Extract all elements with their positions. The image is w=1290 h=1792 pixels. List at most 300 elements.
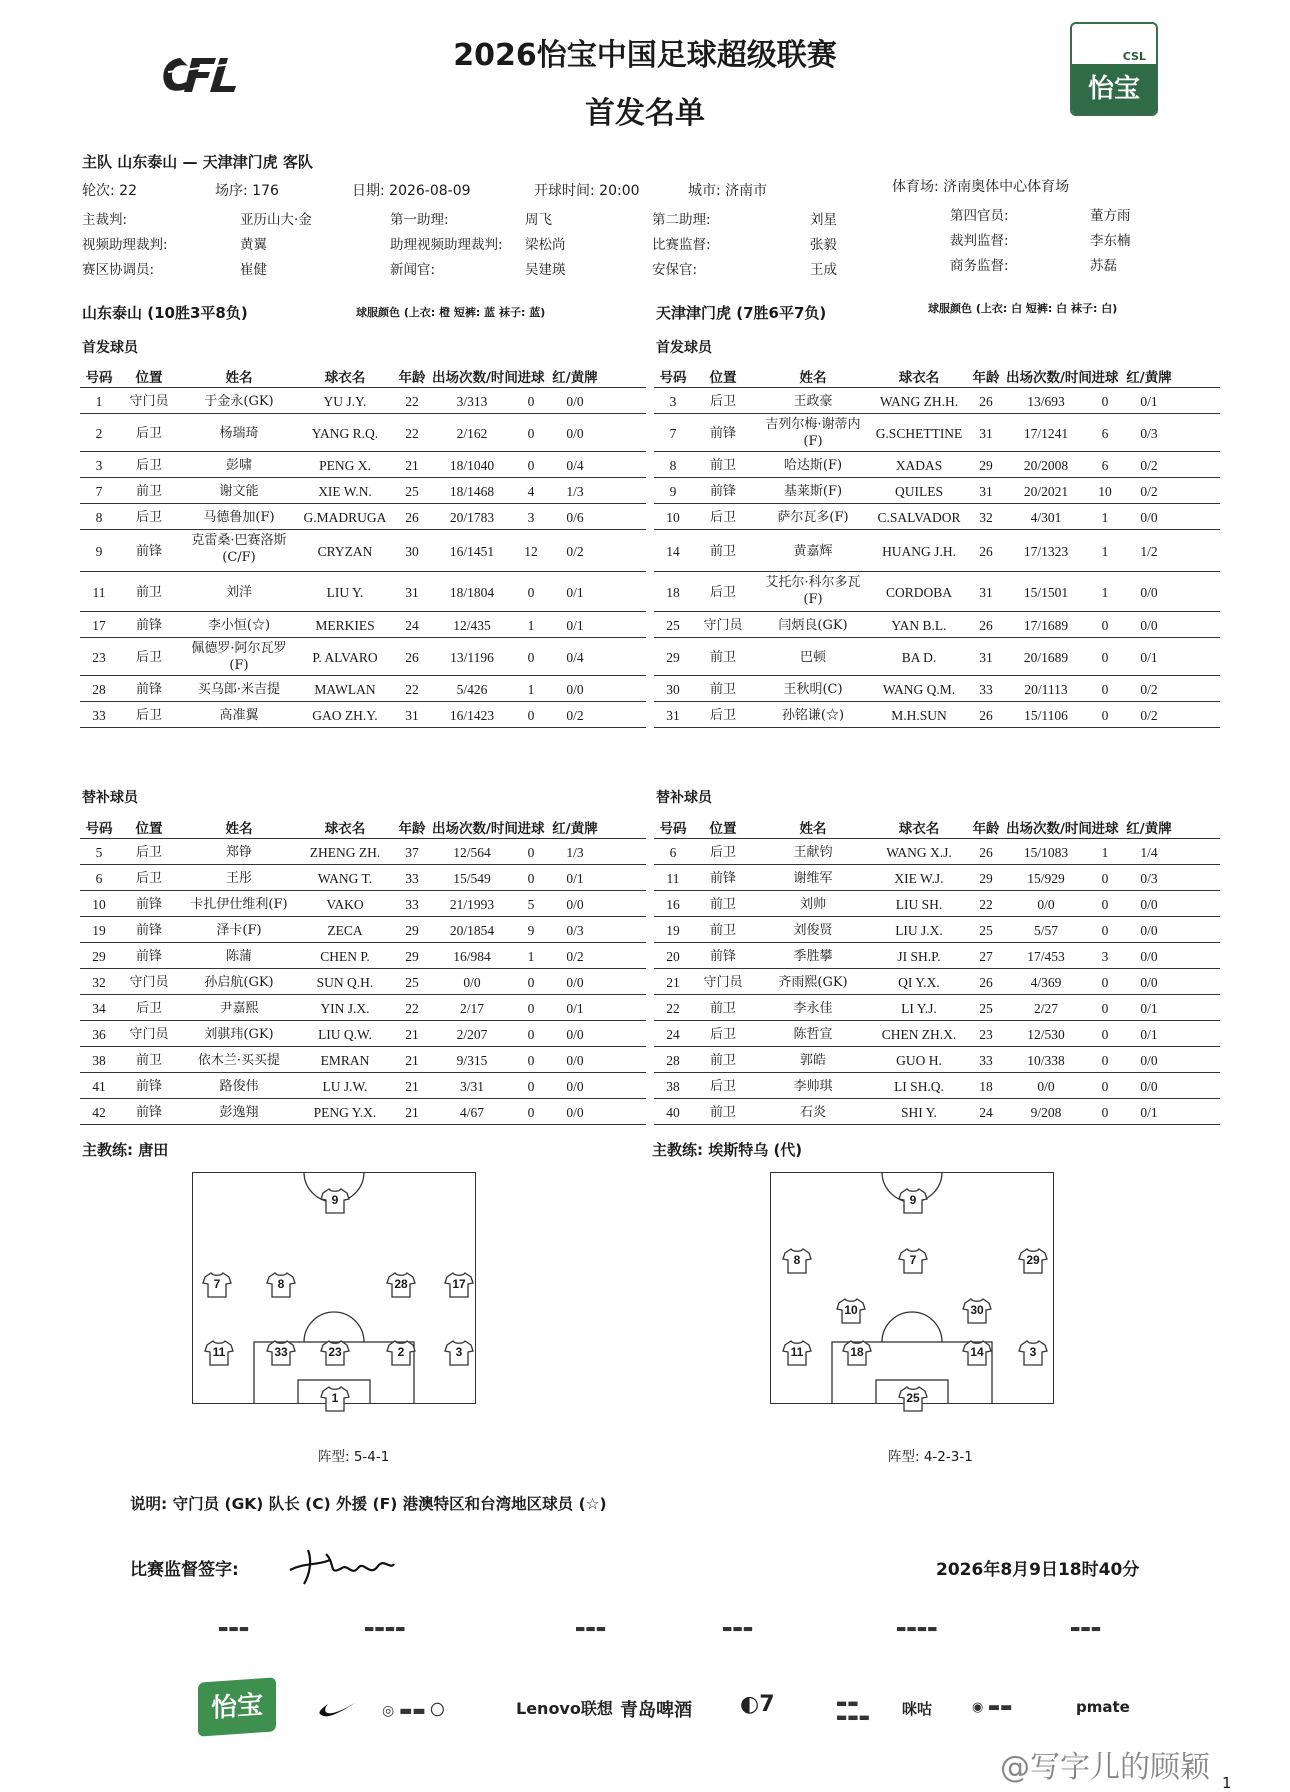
cell-position: 后卫 <box>135 1000 162 1016</box>
jersey-number: 25 <box>906 1391 920 1405</box>
cell-appearances: 16/1423 <box>449 707 495 723</box>
cell-name: 彭啸 <box>225 457 252 473</box>
partner-logo-5: ▬▬▬▬ <box>896 1622 938 1635</box>
player-jersey-icon <box>320 1385 350 1413</box>
cell-number: 18 <box>666 584 680 600</box>
table-row <box>80 414 646 452</box>
cell-number: 1 <box>95 393 103 409</box>
table-row <box>654 891 1220 917</box>
cell-position: 前锋 <box>135 1104 162 1120</box>
city: 城市: 济南市 <box>688 183 768 199</box>
cell-goals: 0 <box>527 393 535 409</box>
legend: 说明: 守门员 (GK) 队长 (C) 外援 (F) 港澳特区和台湾地区球员 (☆) <box>130 1495 607 1513</box>
cell-jersey-name: QUILES <box>895 483 943 499</box>
cell-age: 33 <box>979 1052 993 1068</box>
column-header: 出场次数/时间 <box>432 821 518 837</box>
cell-goals: 1 <box>1101 584 1109 600</box>
sponsor-pmate: pmate <box>1076 1698 1130 1716</box>
cell-number: 7 <box>95 483 103 499</box>
cell-jersey-name: QI Y.X. <box>898 974 940 990</box>
cell-number: 31 <box>666 707 680 723</box>
cell-cards: 0/1 <box>566 584 584 600</box>
cell-age: 26 <box>979 974 993 990</box>
cell-name: 刘俊贤 <box>793 922 833 938</box>
nike-logo <box>318 1694 362 1724</box>
table-row <box>654 1047 1220 1073</box>
cell-cards: 1/3 <box>566 483 584 499</box>
cell-jersey-name: LIU SH. <box>895 896 943 912</box>
cell-position: 前卫 <box>709 543 736 559</box>
jersey-number: 33 <box>274 1345 288 1359</box>
cell-position: 前卫 <box>709 922 736 938</box>
cell-age: 22 <box>405 425 419 441</box>
cell-name: 路俊伟 <box>219 1078 259 1094</box>
cell-number: 21 <box>666 974 680 990</box>
column-header: 号码 <box>659 821 687 837</box>
cell-cards: 0/0 <box>1140 896 1158 912</box>
player-jersey-icon <box>266 1271 296 1299</box>
cell-number: 3 <box>95 457 103 473</box>
cell-cards: 0/0 <box>1140 1078 1158 1094</box>
cell-age: 33 <box>979 681 993 697</box>
column-header: 红/黄牌 <box>1126 370 1172 386</box>
cell-number: 23 <box>92 649 106 665</box>
cell-age: 26 <box>979 707 993 723</box>
cell-number: 28 <box>92 681 106 697</box>
cell-name: 泽卡(F) <box>216 922 262 938</box>
cell-jersey-name: LIU Q.W. <box>318 1026 372 1042</box>
column-header: 位置 <box>709 821 737 837</box>
cell-number: 11 <box>666 870 680 886</box>
sponsor-migu: 咪咕 <box>902 1700 933 1718</box>
cell-age: 22 <box>979 896 993 912</box>
cell-name: 吉列尔梅·谢蒂内 (F) <box>765 417 861 449</box>
cell-cards: 0/1 <box>1140 1000 1158 1016</box>
table-row <box>80 612 646 638</box>
cell-number: 32 <box>92 974 106 990</box>
player-jersey-icon <box>444 1271 474 1299</box>
cell-appearances: 20/1854 <box>449 922 495 938</box>
table-row <box>80 1073 646 1099</box>
cell-name: 齐雨熙(GK) <box>778 974 848 990</box>
cell-jersey-name: ZHENG ZH. <box>309 844 381 860</box>
cell-appearances: 5/57 <box>1033 922 1058 938</box>
cell-cards: 0/6 <box>566 509 584 525</box>
cell-cards: 0/0 <box>1140 617 1158 633</box>
cell-name: 陈哲宣 <box>793 1026 833 1042</box>
cell-number: 14 <box>666 543 680 559</box>
cell-cards: 0/2 <box>1140 681 1158 697</box>
jersey-number: 11 <box>212 1345 226 1359</box>
cell-appearances: 18/1040 <box>449 457 495 473</box>
cell-goals: 0 <box>1101 1078 1109 1094</box>
cell-name: 艾托尔·科尔多瓦 (F) <box>765 575 861 607</box>
official-role: 新闻官: <box>390 262 436 278</box>
sponsor-tsingtao: 青岛啤酒 <box>620 1700 692 1721</box>
table-row <box>80 638 646 676</box>
cell-number: 20 <box>666 948 680 964</box>
cell-age: 25 <box>979 922 993 938</box>
official-name: 刘星 <box>810 212 837 228</box>
column-header: 姓名 <box>799 370 827 386</box>
cell-jersey-name: G.MADRUGA <box>303 509 387 525</box>
jersey-number: 3 <box>1029 1345 1037 1359</box>
cell-appearances: 20/1689 <box>1023 649 1069 665</box>
jersey-number: 9 <box>331 1193 339 1207</box>
partner-logo-3: ▬▬▬ <box>575 1622 607 1635</box>
cell-cards: 0/0 <box>1140 922 1158 938</box>
away-subs-label: 替补球员 <box>656 790 712 806</box>
column-header: 球衣名 <box>324 821 366 837</box>
cell-name: 高准翼 <box>219 707 259 723</box>
cell-name: 谢文能 <box>219 483 259 499</box>
away-formation-pitch <box>770 1172 1054 1404</box>
cell-position: 前卫 <box>135 1052 162 1068</box>
player-jersey-icon <box>386 1339 416 1367</box>
cell-position: 守门员 <box>703 974 743 990</box>
home-coach: 主教练: 唐田 <box>82 1141 169 1159</box>
cell-age: 29 <box>405 922 419 938</box>
cell-cards: 0/0 <box>566 393 584 409</box>
cell-goals: 0 <box>527 457 535 473</box>
sponsor-07-logo: ◐7 <box>740 1692 775 1717</box>
cell-appearances: 17/1689 <box>1023 617 1069 633</box>
table-row <box>80 917 646 943</box>
matchup: 主队 山东泰山 — 天津津门虎 客队 <box>82 153 313 171</box>
cell-appearances: 10/338 <box>1027 1052 1065 1068</box>
cell-position: 后卫 <box>709 509 736 525</box>
match-number: 场序: 176 <box>215 183 279 199</box>
cell-number: 40 <box>666 1104 680 1120</box>
cell-age: 26 <box>979 844 993 860</box>
cell-name: 王彤 <box>225 870 252 886</box>
away-kit-colors: 球服颜色 (上衣: 白 短裤: 白 袜子: 白) <box>928 302 1118 315</box>
jersey-number: 14 <box>970 1345 984 1359</box>
cell-jersey-name: JI SH.P. <box>897 948 941 964</box>
cell-name: 孙铭谦(☆) <box>781 707 845 723</box>
player-jersey-icon <box>782 1339 812 1367</box>
official-name: 张毅 <box>810 237 837 253</box>
cell-number: 17 <box>92 617 106 633</box>
cell-number: 11 <box>92 584 106 600</box>
cell-cards: 0/3 <box>566 922 584 938</box>
cell-goals: 10 <box>1098 483 1112 499</box>
cell-cards: 0/0 <box>566 425 584 441</box>
cell-age: 31 <box>405 707 419 723</box>
cell-appearances: 9/315 <box>456 1052 488 1068</box>
player-jersey-icon <box>202 1271 232 1299</box>
cell-goals: 1 <box>1101 509 1109 525</box>
official-name: 崔健 <box>240 262 267 278</box>
player-jersey-icon <box>962 1297 992 1325</box>
cell-age: 21 <box>405 1026 419 1042</box>
official-role: 裁判监督: <box>950 233 1009 249</box>
cell-cards: 0/1 <box>566 617 584 633</box>
column-header: 红/黄牌 <box>1126 821 1172 837</box>
cell-name: 黄嘉辉 <box>793 543 833 559</box>
table-row <box>654 676 1220 702</box>
official-role: 助理视频助理裁判: <box>390 237 503 253</box>
cell-jersey-name: LIU J.X. <box>895 922 943 938</box>
official-name: 黄翼 <box>240 237 267 253</box>
table-row <box>654 572 1220 612</box>
jersey-number: 2 <box>397 1345 405 1359</box>
cell-age: 23 <box>979 1026 993 1042</box>
table-row <box>654 414 1220 452</box>
player-jersey-icon <box>898 1385 928 1413</box>
player-jersey-icon <box>898 1187 928 1215</box>
cell-cards: 0/3 <box>1140 870 1158 886</box>
player-jersey-icon <box>842 1339 872 1367</box>
cell-position: 后卫 <box>709 1026 736 1042</box>
official-role: 商务监督: <box>950 258 1009 274</box>
jersey-number: 3 <box>455 1345 463 1359</box>
jersey-number: 18 <box>850 1345 864 1359</box>
cell-jersey-name: HUANG J.H. <box>882 543 956 559</box>
cell-goals: 0 <box>1101 681 1109 697</box>
column-header: 姓名 <box>225 370 253 386</box>
cell-cards: 0/0 <box>566 1026 584 1042</box>
cell-appearances: 17/1241 <box>1023 425 1069 441</box>
cell-name: 刘骐玮(GK) <box>204 1026 274 1042</box>
cell-jersey-name: XIE W.J. <box>894 870 944 886</box>
jersey-number: 8 <box>277 1277 285 1291</box>
cell-number: 38 <box>666 1078 680 1094</box>
table-row <box>654 530 1220 572</box>
cell-name: 郑铮 <box>225 844 252 860</box>
cell-name: 卡扎伊仕维利(F) <box>190 896 288 912</box>
cell-goals: 0 <box>1101 1104 1109 1120</box>
sponsor-yibao-text: 怡宝 <box>210 1690 263 1724</box>
table-row <box>80 995 646 1021</box>
table-row <box>654 388 1220 414</box>
cell-age: 29 <box>979 457 993 473</box>
column-header: 号码 <box>85 370 113 386</box>
cell-cards: 0/0 <box>566 974 584 990</box>
kickoff-time: 开球时间: 20:00 <box>534 183 640 199</box>
cell-name: 李帅琪 <box>793 1078 833 1094</box>
cell-number: 33 <box>92 707 106 723</box>
cell-jersey-name: XIE W.N. <box>318 483 372 499</box>
cell-goals: 0 <box>527 425 535 441</box>
cell-name: 闫炳良(GK) <box>778 617 848 633</box>
cell-age: 25 <box>979 1000 993 1016</box>
cell-name: 刘洋 <box>225 584 252 600</box>
cell-age: 18 <box>979 1078 993 1094</box>
column-header: 年龄 <box>398 370 426 386</box>
cell-cards: 0/1 <box>566 870 584 886</box>
cell-appearances: 13/1196 <box>450 649 494 665</box>
cell-goals: 1 <box>527 681 535 697</box>
cell-position: 前卫 <box>709 1000 736 1016</box>
cell-appearances: 3/313 <box>456 393 488 409</box>
cell-position: 后卫 <box>709 393 736 409</box>
player-jersey-icon <box>782 1247 812 1275</box>
cell-jersey-name: LI Y.J. <box>901 1000 937 1016</box>
cell-goals: 0 <box>527 1000 535 1016</box>
cell-number: 10 <box>92 896 106 912</box>
cell-appearances: 13/693 <box>1027 393 1065 409</box>
cell-jersey-name: WANG Q.M. <box>882 681 956 697</box>
player-jersey-icon <box>898 1247 928 1275</box>
cell-jersey-name: EMRAN <box>320 1052 370 1068</box>
table-row <box>654 1073 1220 1099</box>
cell-appearances: 2/17 <box>459 1000 484 1016</box>
cell-cards: 0/0 <box>1140 1052 1158 1068</box>
partner-logo-4: ▬▬▬ <box>722 1622 754 1635</box>
cell-age: 25 <box>405 483 419 499</box>
column-header: 出场次数/时间 <box>1006 821 1092 837</box>
cell-jersey-name: C.SALVADOR <box>877 509 961 525</box>
cell-name: 季胜攀 <box>793 948 833 964</box>
cell-jersey-name: PENG X. <box>319 457 371 473</box>
cell-goals: 0 <box>1101 1026 1109 1042</box>
cell-cards: 0/1 <box>566 1000 584 1016</box>
cell-appearances: 20/1113 <box>1024 681 1068 697</box>
cell-age: 26 <box>979 393 993 409</box>
cell-jersey-name: BA D. <box>901 649 937 665</box>
cell-age: 29 <box>979 870 993 886</box>
cell-goals: 1 <box>1101 543 1109 559</box>
page-number: 1 <box>1222 1774 1232 1792</box>
table-row <box>80 388 646 414</box>
cell-name: 王政豪 <box>793 393 833 409</box>
cell-position: 后卫 <box>709 584 736 600</box>
cell-name: 巴顿 <box>799 649 826 665</box>
official-role: 比赛监督: <box>652 237 711 253</box>
cell-position: 前卫 <box>709 1104 736 1120</box>
cell-goals: 0 <box>527 1078 535 1094</box>
cell-position: 守门员 <box>129 1026 169 1042</box>
cell-position: 后卫 <box>709 707 736 723</box>
cell-cards: 0/2 <box>566 707 584 723</box>
cell-number: 6 <box>95 870 103 886</box>
column-header: 球衣名 <box>324 370 366 386</box>
cell-position: 前卫 <box>135 483 162 499</box>
jersey-number: 23 <box>328 1345 342 1359</box>
china-mobile-logo: ◎ ▬▬ 〇 <box>382 1703 445 1719</box>
official-name: 吴建瑛 <box>525 262 566 278</box>
cell-goals: 0 <box>527 1026 535 1042</box>
cell-cards: 0/0 <box>1140 974 1158 990</box>
cell-number: 25 <box>666 617 680 633</box>
sponsor-lenovo: Lenovo联想 <box>516 1699 613 1718</box>
cell-jersey-name: P. ALVARO <box>312 649 378 665</box>
cell-jersey-name: YU J.Y. <box>323 393 367 409</box>
cell-appearances: 12/435 <box>453 617 491 633</box>
home-team-name: 山东泰山 (10胜3平8负) <box>82 304 248 322</box>
table-row <box>654 917 1220 943</box>
cell-age: 31 <box>979 483 993 499</box>
cell-name: 基莱斯(F) <box>783 483 843 499</box>
cell-goals: 0 <box>1101 922 1109 938</box>
cell-number: 28 <box>666 1052 680 1068</box>
official-role: 安保官: <box>652 262 698 278</box>
cell-position: 前卫 <box>709 457 736 473</box>
cell-appearances: 20/2008 <box>1023 457 1069 473</box>
cell-goals: 0 <box>1101 707 1109 723</box>
cell-jersey-name: CRYZAN <box>317 543 373 559</box>
cell-cards: 0/1 <box>1140 649 1158 665</box>
cell-number: 5 <box>95 844 103 860</box>
cell-jersey-name: GUO H. <box>896 1052 942 1068</box>
table-row <box>80 452 646 478</box>
cell-goals: 9 <box>527 922 535 938</box>
cell-jersey-name: WANG X.J. <box>886 844 952 860</box>
cell-age: 29 <box>405 948 419 964</box>
cell-position: 前锋 <box>135 896 162 912</box>
signature <box>286 1540 398 1588</box>
cell-age: 31 <box>979 649 993 665</box>
cell-cards: 1/3 <box>566 844 584 860</box>
cell-appearances: 2/162 <box>456 425 488 441</box>
cell-age: 21 <box>405 1104 419 1120</box>
cell-goals: 0 <box>1101 1052 1109 1068</box>
cell-number: 3 <box>669 393 677 409</box>
cell-cards: 0/3 <box>1140 425 1158 441</box>
cell-appearances: 21/1993 <box>449 896 495 912</box>
cell-position: 前卫 <box>709 1052 736 1068</box>
cell-position: 后卫 <box>709 1078 736 1094</box>
partner-logo-6: ▬▬▬ <box>1070 1622 1102 1635</box>
table-header <box>80 817 646 839</box>
table-row <box>654 969 1220 995</box>
jersey-number: 8 <box>793 1253 801 1267</box>
cell-number: 10 <box>666 509 680 525</box>
table-row <box>80 478 646 504</box>
cell-cards: 0/4 <box>566 649 584 665</box>
table-row <box>654 504 1220 530</box>
cell-age: 21 <box>405 1052 419 1068</box>
cell-goals: 0 <box>527 707 535 723</box>
cell-position: 前锋 <box>135 948 162 964</box>
official-role: 第二助理: <box>652 212 711 228</box>
cell-appearances: 15/1083 <box>1023 844 1069 860</box>
cell-age: 32 <box>979 509 993 525</box>
cell-appearances: 0/0 <box>1037 896 1055 912</box>
cell-age: 27 <box>979 948 993 964</box>
cell-cards: 1/2 <box>1140 543 1158 559</box>
column-header: 出场次数/时间 <box>1006 370 1092 386</box>
cell-name: 王秋明(C) <box>783 681 843 697</box>
cell-number: 8 <box>669 457 677 473</box>
cell-name: 李小恒(☆) <box>207 617 271 633</box>
cell-goals: 0 <box>527 870 535 886</box>
cell-jersey-name: WANG T. <box>317 870 373 886</box>
cell-age: 37 <box>405 844 419 860</box>
cell-appearances: 15/549 <box>453 870 491 886</box>
round: 轮次: 22 <box>82 183 137 199</box>
cell-number: 9 <box>669 483 677 499</box>
cell-appearances: 0/0 <box>463 974 481 990</box>
cell-cards: 0/2 <box>566 543 584 559</box>
cell-jersey-name: CHEN P. <box>320 948 370 964</box>
cell-name: 石炎 <box>799 1104 826 1120</box>
cell-number: 29 <box>92 948 106 964</box>
table-row <box>654 478 1220 504</box>
cell-position: 后卫 <box>135 457 162 473</box>
cell-goals: 0 <box>1101 649 1109 665</box>
cell-appearances: 20/2021 <box>1023 483 1069 499</box>
table-row <box>80 702 646 728</box>
cell-appearances: 0/0 <box>1037 1078 1055 1094</box>
cell-name: 刘帅 <box>799 896 826 912</box>
cell-number: 22 <box>666 1000 680 1016</box>
cell-number: 8 <box>95 509 103 525</box>
home-formation-pitch <box>192 1172 476 1404</box>
cell-number: 38 <box>92 1052 106 1068</box>
cell-number: 6 <box>669 844 677 860</box>
